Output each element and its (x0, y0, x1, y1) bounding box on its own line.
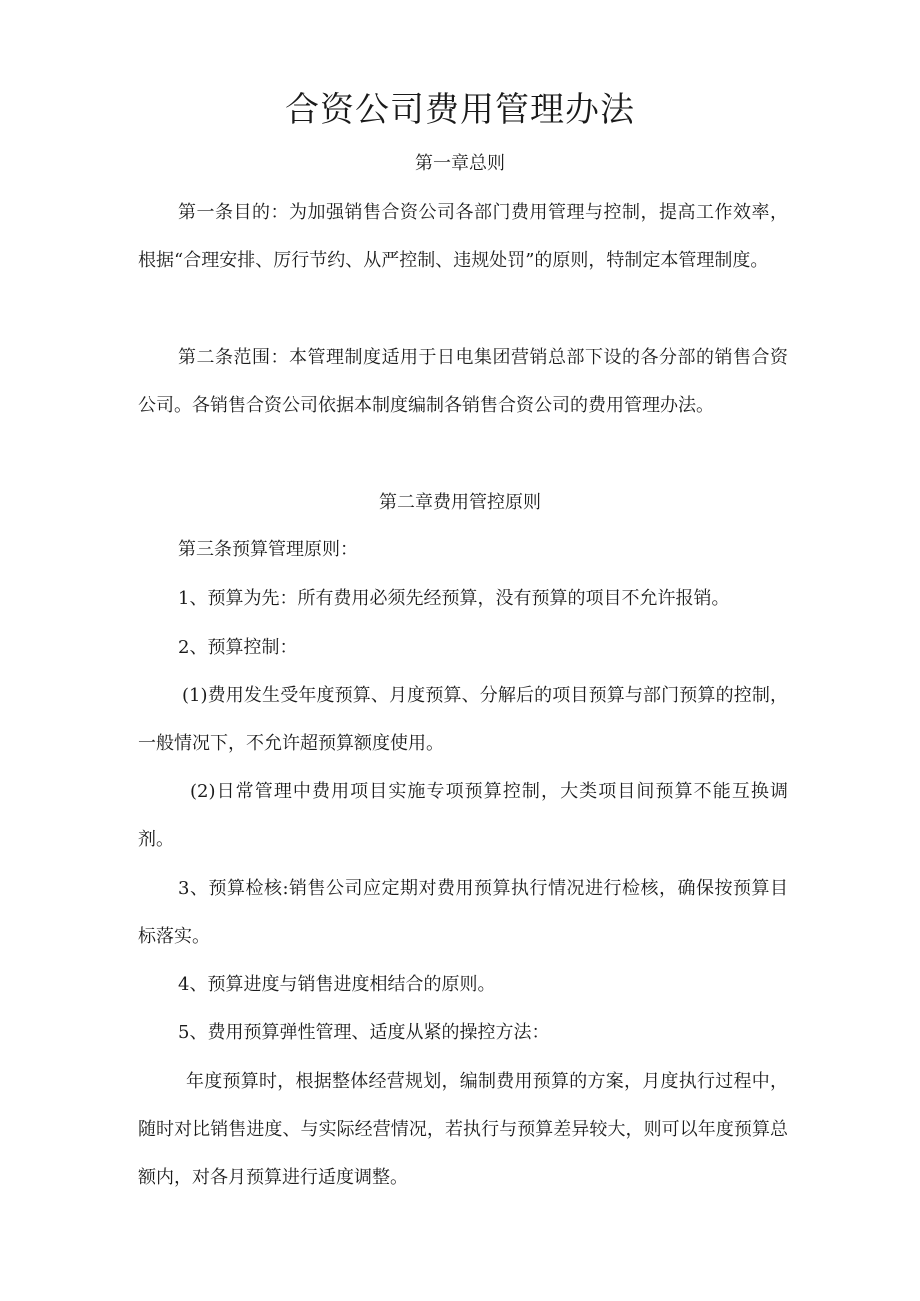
item-1-paragraph: 1、预算为先：所有费用必须先经预算，没有预算的项目不允许报销。 (178, 588, 730, 609)
document-title: 合资公司费用管理办法 (285, 90, 635, 130)
item-2-sub-2-paragraph: (2)日常管理中费用项目实施专项预算控制，大类项目间预算不能互换调剂。 (138, 781, 788, 850)
item-2-paragraph: 2、预算控制： (178, 637, 298, 658)
article-1-paragraph: 第一条目的：为加强销售合资公司各部门费用管理与控制，提高工作效率，根据“合理安排、厉行节约、从严控制、违规处罚”的原则，特制定本管理制度。 (138, 202, 788, 271)
chapter-2-heading: 第二章费用管控原则 (379, 492, 541, 513)
item-2-sub-1-paragraph: (1)费用发生受年度预算、月度预算、分解后的项目预算与部门预算的控制，一般情况下，不允许超预算额度使用。 (138, 685, 788, 754)
item-5-paragraph: 5、费用预算弹性管理、适度从紧的操控方法： (178, 1022, 550, 1043)
item-3-paragraph: 3、预算检核:销售公司应定期对费用预算执行情况进行检核，确保按预算目标落实。 (138, 878, 788, 947)
chapter-1-heading: 第一章总则 (415, 153, 505, 174)
item-5-detail-paragraph: 年度预算时，根据整体经营规划，编制费用预算的方案，月度执行过程中，随时对比销售进度、与实际经营情况，若执行与预算差异较大，则可以年度预算总额内，对各月预算进行适度调整。 (138, 1071, 788, 1188)
article-3-paragraph: 第三条预算管理原则： (178, 539, 358, 560)
item-4-paragraph: 4、预算进度与销售进度相结合的原则。 (178, 974, 496, 995)
article-2-paragraph: 第二条范围：本管理制度适用于日电集团营销总部下设的各分部的销售合资公司。各销售合资公司依据本制度编制各销售合资公司的费用管理办法。 (138, 347, 788, 416)
